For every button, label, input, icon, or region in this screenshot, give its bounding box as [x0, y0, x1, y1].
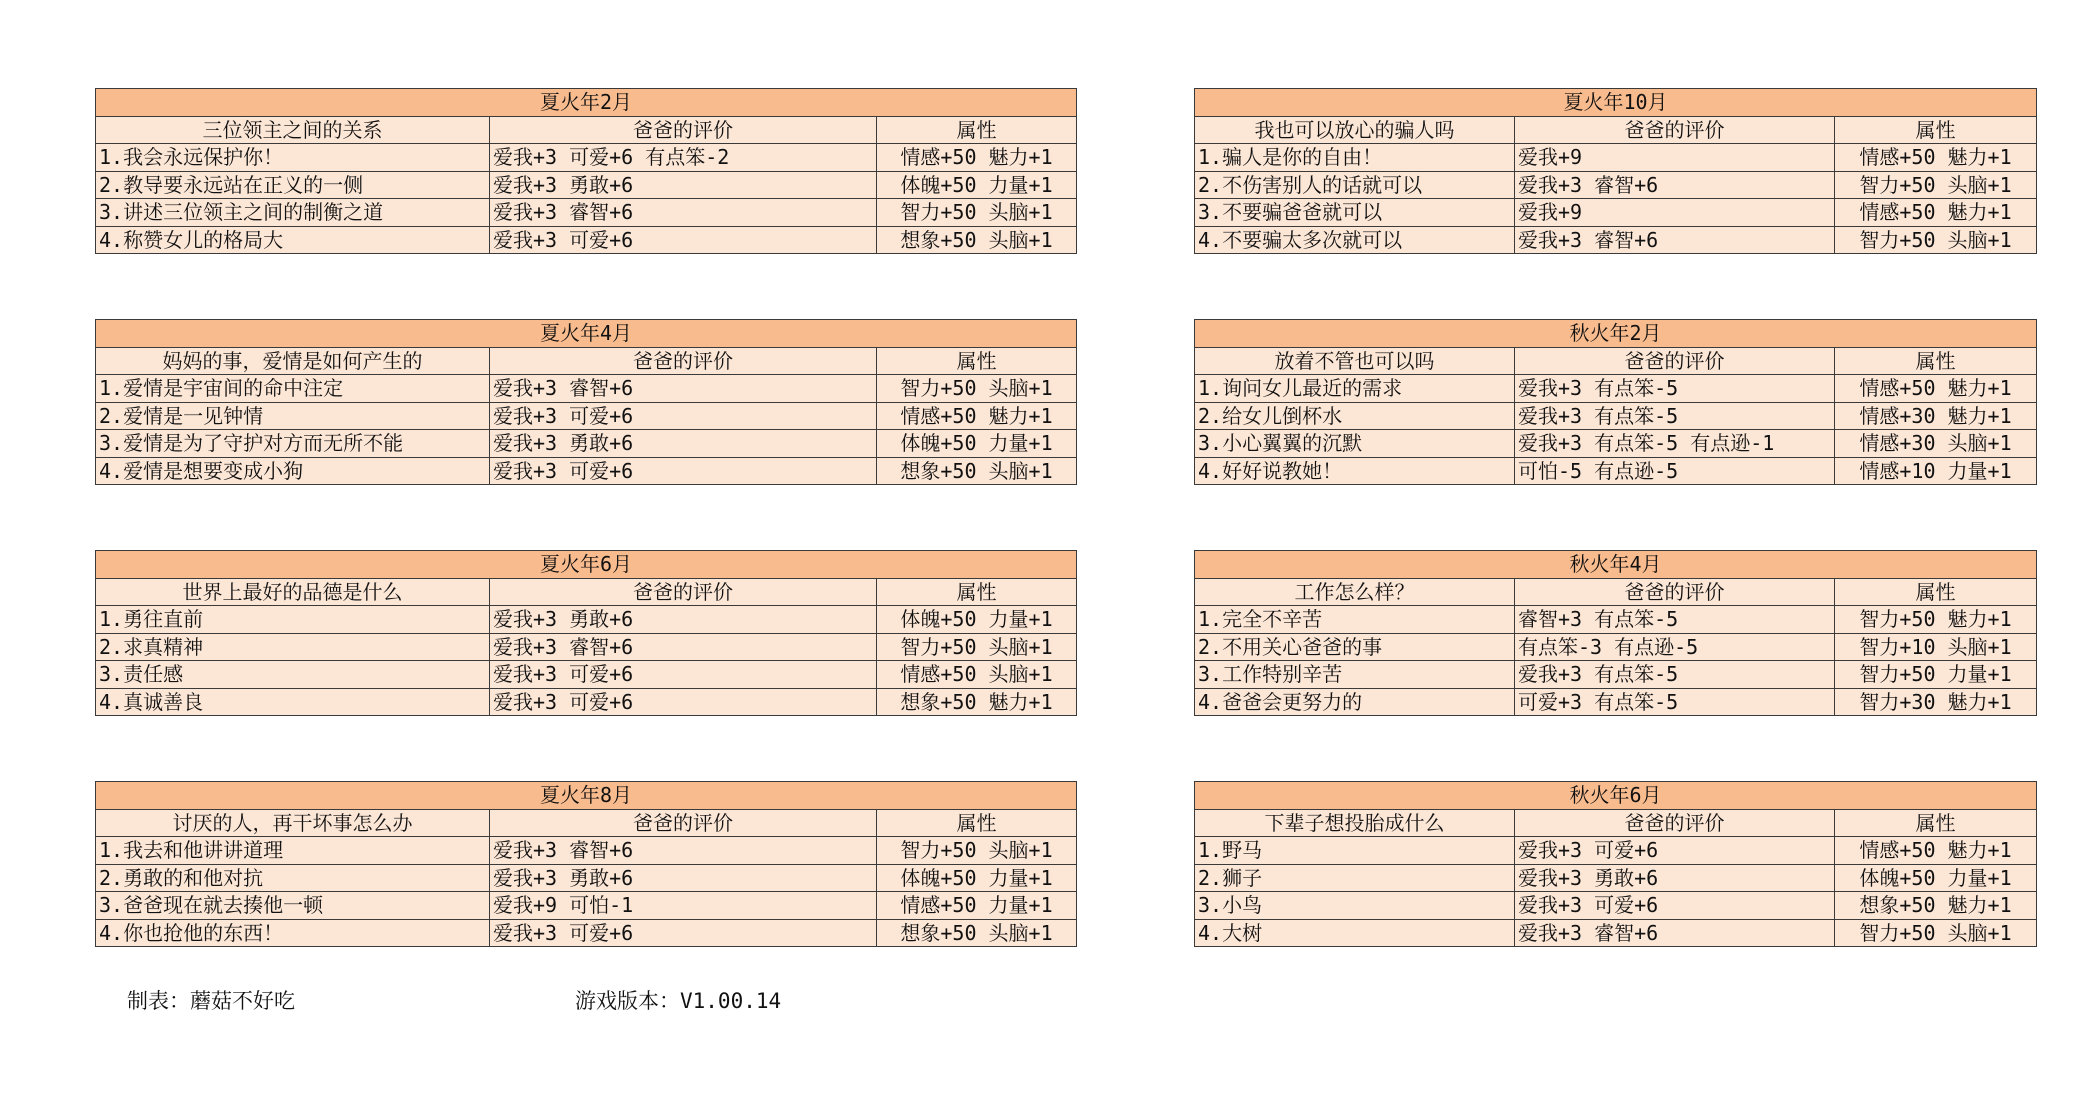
- answer-option-cell: 3.不要骗爸爸就可以: [1195, 199, 1515, 227]
- dialogue-table: [1194, 781, 2037, 947]
- answer-option-cell: 3.责任感: [96, 661, 490, 689]
- table-row: [96, 171, 1077, 199]
- evaluation-cell: 爱我+3 可爱+6: [490, 919, 877, 947]
- answer-option-cell: 3.讲述三位领主之间的制衡之道: [96, 199, 490, 227]
- attribute-cell: 智力+50 头脑+1: [877, 375, 1077, 403]
- attribute-cell: 体魄+50 力量+1: [1835, 864, 2037, 892]
- attribute-cell: 体魄+50 力量+1: [877, 171, 1077, 199]
- attribute-cell: 智力+30 魅力+1: [1835, 688, 2037, 716]
- question-header: 下辈子想投胎成什么: [1195, 809, 1515, 837]
- answer-option-cell: 3.爱情是为了守护对方而无所不能: [96, 430, 490, 458]
- table-row: [1195, 919, 2037, 947]
- table-row: [1195, 864, 2037, 892]
- answer-option-cell: 3.小心翼翼的沉默: [1195, 430, 1515, 458]
- question-header: 讨厌的人，再干坏事怎么办: [96, 809, 490, 837]
- table-row: [96, 457, 1077, 485]
- attribute-cell: 情感+50 魅力+1: [1835, 375, 2037, 403]
- dialogue-table: [1194, 319, 2037, 485]
- attribute-cell: 智力+50 头脑+1: [877, 199, 1077, 227]
- dialogue-table: [95, 550, 1077, 716]
- attribute-cell: 情感+50 头脑+1: [877, 661, 1077, 689]
- evaluation-header: 爸爸的评价: [490, 116, 877, 144]
- attribute-cell: 想象+50 魅力+1: [877, 688, 1077, 716]
- evaluation-header: 爸爸的评价: [490, 578, 877, 606]
- answer-option-cell: 1.我去和他讲讲道理: [96, 837, 490, 865]
- attribute-cell: 想象+50 头脑+1: [877, 457, 1077, 485]
- attribute-cell: 体魄+50 力量+1: [877, 606, 1077, 634]
- dialogue-table: [95, 319, 1077, 485]
- answer-option-cell: 2.不用关心爸爸的事: [1195, 633, 1515, 661]
- evaluation-cell: 爱我+3 可爱+6: [490, 402, 877, 430]
- evaluation-cell: 爱我+3 勇敢+6: [490, 430, 877, 458]
- answer-option-cell: 2.教导要永远站在正义的一侧: [96, 171, 490, 199]
- attribute-cell: 情感+50 魅力+1: [1835, 837, 2037, 865]
- answer-option-cell: 2.不伤害别人的话就可以: [1195, 171, 1515, 199]
- dialogue-table: [1194, 550, 2037, 716]
- attribute-cell: 想象+50 魅力+1: [1835, 892, 2037, 920]
- attribute-cell: 情感+50 魅力+1: [1835, 144, 2037, 172]
- answer-option-cell: 3.工作特别辛苦: [1195, 661, 1515, 689]
- attribute-cell: 智力+50 头脑+1: [1835, 919, 2037, 947]
- attribute-header: 属性: [1835, 578, 2037, 606]
- evaluation-cell: 爱我+3 勇敢+6: [1515, 864, 1835, 892]
- answer-option-cell: 4.好好说教她！: [1195, 457, 1515, 485]
- table-title: 夏火年2月: [96, 89, 1077, 117]
- attribute-cell: 情感+10 力量+1: [1835, 457, 2037, 485]
- attribute-cell: 智力+50 力量+1: [1835, 661, 2037, 689]
- evaluation-cell: 爱我+3 睿智+6: [490, 633, 877, 661]
- evaluation-header: 爸爸的评价: [490, 347, 877, 375]
- evaluation-cell: 爱我+3 睿智+6: [490, 837, 877, 865]
- attribute-cell: 智力+50 魅力+1: [1835, 606, 2037, 634]
- answer-option-cell: 4.真诚善良: [96, 688, 490, 716]
- question-header: 工作怎么样？: [1195, 578, 1515, 606]
- attribute-cell: 情感+30 魅力+1: [1835, 402, 2037, 430]
- table-title: 夏火年4月: [96, 320, 1077, 348]
- attribute-header: 属性: [877, 347, 1077, 375]
- table-row: [96, 144, 1077, 172]
- evaluation-header: 爸爸的评价: [1515, 578, 1835, 606]
- evaluation-cell: 爱我+3 睿智+6: [1515, 171, 1835, 199]
- attribute-cell: 情感+50 魅力+1: [877, 402, 1077, 430]
- table-row: [96, 837, 1077, 865]
- attribute-header: 属性: [1835, 116, 2037, 144]
- question-header: 放着不管也可以吗: [1195, 347, 1515, 375]
- answer-option-cell: 4.爱情是想要变成小狗: [96, 457, 490, 485]
- evaluation-cell: 爱我+3 睿智+6: [490, 199, 877, 227]
- evaluation-cell: 爱我+3 可爱+6: [490, 661, 877, 689]
- evaluation-cell: 爱我+3 可爱+6: [490, 688, 877, 716]
- answer-option-cell: 1.野马: [1195, 837, 1515, 865]
- attribute-cell: 情感+50 魅力+1: [1835, 199, 2037, 227]
- question-header: 世界上最好的品德是什么: [96, 578, 490, 606]
- evaluation-cell: 爱我+3 勇敢+6: [490, 864, 877, 892]
- evaluation-cell: 睿智+3 有点笨-5: [1515, 606, 1835, 634]
- evaluation-cell: 爱我+3 可爱+6: [1515, 892, 1835, 920]
- table-row: [96, 633, 1077, 661]
- dialogue-table: [95, 781, 1077, 947]
- answer-option-cell: 1.完全不辛苦: [1195, 606, 1515, 634]
- answer-option-cell: 3.小鸟: [1195, 892, 1515, 920]
- question-header: 我也可以放心的骗人吗: [1195, 116, 1515, 144]
- table-row: [96, 199, 1077, 227]
- evaluation-cell: 爱我+3 睿智+6: [1515, 226, 1835, 254]
- table-row: [96, 919, 1077, 947]
- attribute-cell: 情感+50 魅力+1: [877, 144, 1077, 172]
- evaluation-cell: 爱我+3 可爱+6: [1515, 837, 1835, 865]
- evaluation-cell: 爱我+3 有点笨-5: [1515, 402, 1835, 430]
- table-row: [1195, 661, 2037, 689]
- evaluation-header: 爸爸的评价: [1515, 809, 1835, 837]
- table-title: 夏火年8月: [96, 782, 1077, 810]
- table-row: [96, 430, 1077, 458]
- answer-option-cell: 1.勇往直前: [96, 606, 490, 634]
- table-row: [1195, 457, 2037, 485]
- answer-option-cell: 1.我会永远保护你！: [96, 144, 490, 172]
- table-row: [1195, 633, 2037, 661]
- evaluation-cell: 爱我+9: [1515, 144, 1835, 172]
- attribute-cell: 想象+50 头脑+1: [877, 919, 1077, 947]
- answer-option-cell: 1.爱情是宇宙间的命中注定: [96, 375, 490, 403]
- answer-option-cell: 4.称赞女儿的格局大: [96, 226, 490, 254]
- table-title: 夏火年10月: [1195, 89, 2037, 117]
- table-row: [96, 688, 1077, 716]
- evaluation-cell: 爱我+9 可怕-1: [490, 892, 877, 920]
- attribute-cell: 智力+50 头脑+1: [877, 633, 1077, 661]
- table-title: 秋火年2月: [1195, 320, 2037, 348]
- attribute-header: 属性: [877, 809, 1077, 837]
- attribute-header: 属性: [1835, 809, 2037, 837]
- table-row: [1195, 688, 2037, 716]
- evaluation-cell: 爱我+3 可爱+6: [490, 226, 877, 254]
- attribute-cell: 智力+10 头脑+1: [1835, 633, 2037, 661]
- dialogue-table: [95, 88, 1077, 254]
- table-title: 秋火年4月: [1195, 551, 2037, 579]
- evaluation-cell: 可怕-5 有点逊-5: [1515, 457, 1835, 485]
- attribute-header: 属性: [877, 116, 1077, 144]
- table-row: [96, 892, 1077, 920]
- attribute-cell: 智力+50 头脑+1: [1835, 226, 2037, 254]
- answer-option-cell: 4.不要骗太多次就可以: [1195, 226, 1515, 254]
- answer-option-cell: 2.狮子: [1195, 864, 1515, 892]
- answer-option-cell: 2.给女儿倒杯水: [1195, 402, 1515, 430]
- answer-option-cell: 4.爸爸会更努力的: [1195, 688, 1515, 716]
- answer-option-cell: 1.骗人是你的自由！: [1195, 144, 1515, 172]
- table-row: [1195, 375, 2037, 403]
- table-row: [1195, 606, 2037, 634]
- question-header: 三位领主之间的关系: [96, 116, 490, 144]
- evaluation-cell: 爱我+3 勇敢+6: [490, 171, 877, 199]
- attribute-cell: 情感+30 头脑+1: [1835, 430, 2037, 458]
- evaluation-cell: 爱我+3 有点笨-5: [1515, 375, 1835, 403]
- answer-option-cell: 2.爱情是一见钟情: [96, 402, 490, 430]
- table-title: 夏火年6月: [96, 551, 1077, 579]
- table-row: [1195, 199, 2037, 227]
- evaluation-cell: 爱我+3 可爱+6 有点笨-2: [490, 144, 877, 172]
- evaluation-cell: 可爱+3 有点笨-5: [1515, 688, 1835, 716]
- table-title: 秋火年6月: [1195, 782, 2037, 810]
- answer-option-cell: 1.询问女儿最近的需求: [1195, 375, 1515, 403]
- table-row: [1195, 837, 2037, 865]
- evaluation-cell: 爱我+3 可爱+6: [490, 457, 877, 485]
- table-row: [1195, 892, 2037, 920]
- evaluation-cell: 爱我+3 有点笨-5: [1515, 661, 1835, 689]
- answer-option-cell: 4.你也抢他的东西！: [96, 919, 490, 947]
- attribute-cell: 体魄+50 力量+1: [877, 864, 1077, 892]
- answer-option-cell: 4.大树: [1195, 919, 1515, 947]
- table-row: [96, 226, 1077, 254]
- dialogue-table: [1194, 88, 2037, 254]
- evaluation-cell: 爱我+3 有点笨-5 有点逊-1: [1515, 430, 1835, 458]
- table-row: [96, 661, 1077, 689]
- answer-option-cell: 3.爸爸现在就去揍他一顿: [96, 892, 490, 920]
- evaluation-cell: 有点笨-3 有点逊-5: [1515, 633, 1835, 661]
- table-row: [96, 375, 1077, 403]
- evaluation-header: 爸爸的评价: [1515, 347, 1835, 375]
- table-row: [1195, 402, 2037, 430]
- evaluation-header: 爸爸的评价: [490, 809, 877, 837]
- attribute-cell: 想象+50 头脑+1: [877, 226, 1077, 254]
- evaluation-header: 爸爸的评价: [1515, 116, 1835, 144]
- table-row: [1195, 144, 2037, 172]
- evaluation-cell: 爱我+3 睿智+6: [1515, 919, 1835, 947]
- evaluation-cell: 爱我+9: [1515, 199, 1835, 227]
- attribute-cell: 情感+50 力量+1: [877, 892, 1077, 920]
- question-header: 妈妈的事，爱情是如何产生的: [96, 347, 490, 375]
- attribute-cell: 智力+50 头脑+1: [1835, 171, 2037, 199]
- answer-option-cell: 2.求真精神: [96, 633, 490, 661]
- table-row: [96, 864, 1077, 892]
- table-row: [1195, 171, 2037, 199]
- table-row: [1195, 430, 2037, 458]
- evaluation-cell: 爱我+3 睿智+6: [490, 375, 877, 403]
- attribute-cell: 体魄+50 力量+1: [877, 430, 1077, 458]
- author-credit: 制表：蘑菇不好吃: [127, 989, 295, 1013]
- table-row: [1195, 226, 2037, 254]
- evaluation-cell: 爱我+3 勇敢+6: [490, 606, 877, 634]
- attribute-header: 属性: [1835, 347, 2037, 375]
- answer-option-cell: 2.勇敢的和他对抗: [96, 864, 490, 892]
- game-version: 游戏版本：V1.00.14: [575, 989, 782, 1013]
- table-row: [96, 402, 1077, 430]
- attribute-header: 属性: [877, 578, 1077, 606]
- table-row: [96, 606, 1077, 634]
- attribute-cell: 智力+50 头脑+1: [877, 837, 1077, 865]
